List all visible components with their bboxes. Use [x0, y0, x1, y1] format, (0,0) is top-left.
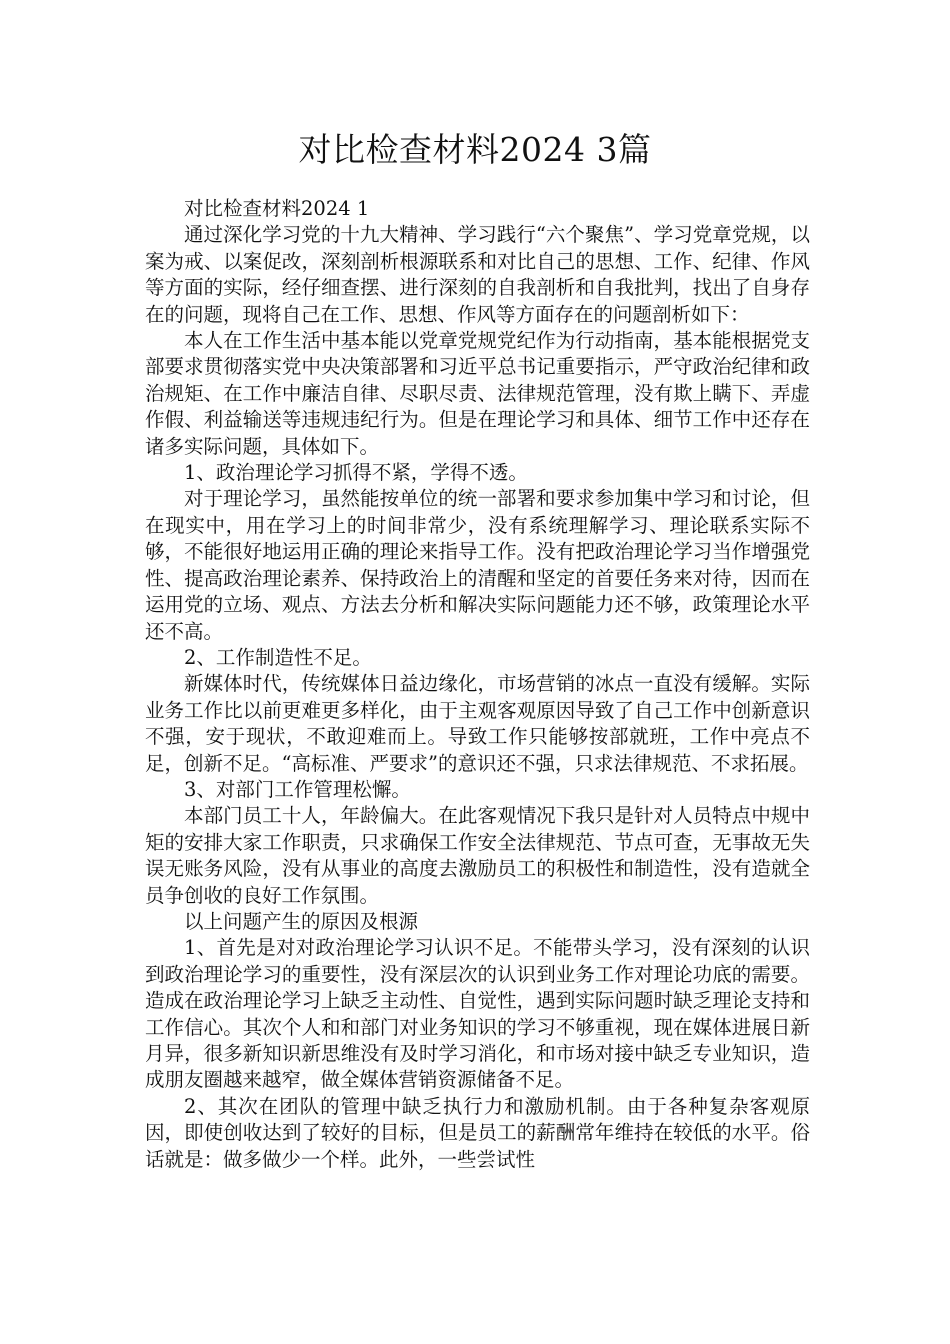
body-paragraph: 1、首先是对对政治理论学习认识不足。不能带头学习，没有深刻的认识到政治理论学习的重要性，没有深层次的认识到业务工作对理论功底的需要。造成在政治理论学习上缺乏主动性、自觉性，遇到实际问题时缺乏理论支持和工作信心。其次个人和和部门对业务知识的学习不够重视，现在媒体进展日新月异，很多新知识新思维没有及时学习消化，和市场对接中缺乏专业知识，造成朋友圈越来越窄，做全媒体营销资源储备不足。: [145, 936, 810, 1092]
body-paragraph: 2、其次在团队的管理中缺乏执行力和激励机制。由于各种复杂客观原因，即使创收达到了较好的目标，但是员工的薪酬常年维持在较低的水平。俗话就是：做多做少一个样。此外，一些尝试性: [145, 1094, 810, 1171]
section-heading-3: 3、对部门工作管理松懈。: [184, 777, 411, 801]
body-paragraph: 对于理论学习，虽然能按单位的统一部署和要求参加集中学习和讨论，但在现实中，用在学习上的时间非常少，没有系统理解学习、理论联系实际不够，不能很好地运用正确的理论来指导工作。没有把政治理论学习当作增强党性、提高政治理论素养、保持政治上的清醒和坚定的首要任务来对待，因而在运用党的立场、观点、方法去分析和解决实际问题能力还不够，政策理论水平还不高。: [145, 487, 810, 643]
intro-paragraph: 通过深化学习党的十九大精神、学习践行“六个聚焦”、学习党章党规，以案为戒、以案促改，深刻剖析根源联系和对比自己的思想、工作、纪律、作风等方面的实际，经仔细查摆、进行深刻的自我剖析和自我批判，找出了自身存在的问题，现将自己在工作、思想、作风等方面存在的问题剖析如下：: [145, 223, 810, 326]
document-body: [145, 196, 810, 1173]
section-heading-1: 1、政治理论学习抓得不紧，学得不透。: [184, 461, 528, 485]
body-paragraph: 本人在工作生活中基本能以党章党规党纪作为行动指南，基本能根据党支部要求贯彻落实党中央决策部署和习近平总书记重要指示，严守政治纪律和政治规矩、在工作中廉洁自律、尽职尽责、法律规范管理，没有欺上瞒下、弄虚作假、利益输送等违规违纪行为。但是在理论学习和具体、细节工作中还存在诸多实际问题，具体如下。: [145, 329, 810, 458]
section-heading-2: 2、工作制造性不足。: [184, 645, 372, 669]
section-heading-causes: 以上问题产生的原因及根源: [184, 909, 419, 933]
body-paragraph: 新媒体时代，传统媒体日益边缘化，市场营销的冰点一直没有缓解。实际业务工作比以前更难更多样化，由于主观客观原因导致了自己工作中创新意识不强，安于现状，不敢迎难而上。导致工作只能够按部就班，工作中亮点不足，创新不足。“高标准、严要求”的意识还不强，只求法律规范、不求拓展。: [145, 672, 810, 775]
document-title: 对比检查材料2024 3篇: [298, 130, 652, 169]
subtitle-paragraph: 对比检查材料2024 1: [184, 197, 370, 220]
body-paragraph: 本部门员工十人，年龄偏大。在此客观情况下我只是针对人员特点中规中矩的安排大家工作职责，只求确保工作安全法律规范、节点可查，无事故无失误无账务风险，没有从事业的高度去激励员工的积极性和制造性，没有造就全员争创收的良好工作氛围。: [145, 804, 810, 907]
